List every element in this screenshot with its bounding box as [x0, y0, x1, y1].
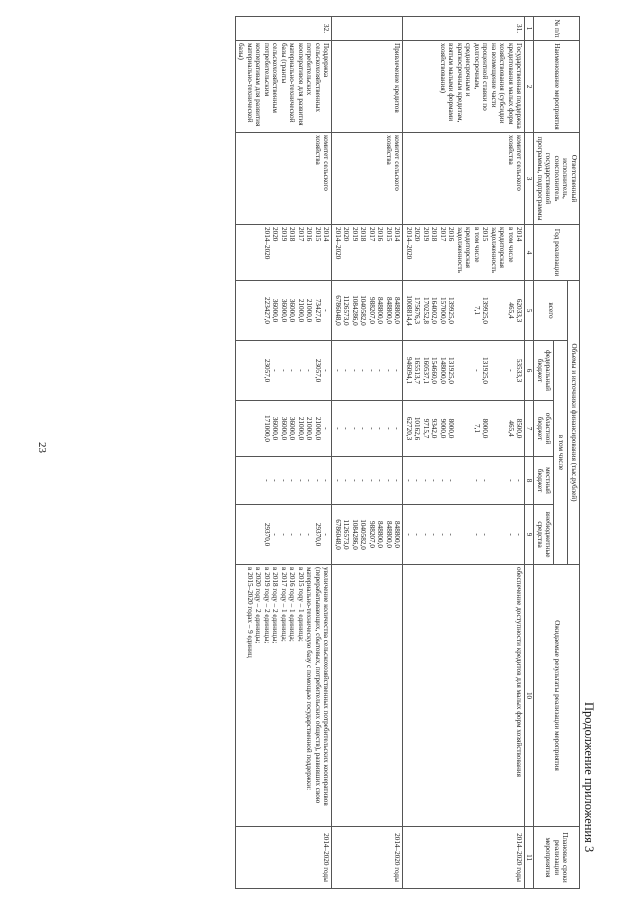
program-table — [235, 16, 580, 889]
regional-budget: - 21000,0 21000,0 21000,0 36000,0 36000,0 36000,0 171000,0 — [236, 401, 333, 457]
event-name: Государственная поддержка кредитования малых форм хозяйствования (субсидии на возмещение части процентной ставки по долгосрочным, среднесрочным и краткосрочным кредитам, взятым малыми формами хозяйствования) — [403, 41, 525, 133]
header-period: Плановые сроки реализации мероприятия — [534, 827, 580, 889]
total: - 73427,0 21000,0 21000,0 36000,0 36000,0 36000,0 223427,0 — [236, 281, 333, 341]
col-number: 1 — [525, 17, 534, 41]
header-executor: Ответственный исполнитель, соисполнитель государственной программы, подпрограммы — [534, 133, 580, 225]
executor: комитет сельского хозяйства — [236, 133, 333, 225]
years: 2014 2015 2016 2017 2018 2019 2020 2014–2020 — [236, 225, 333, 281]
executor: комитет сельского хозяйства — [332, 133, 403, 225]
header-regional: областной бюджет — [534, 401, 554, 457]
local-budget: - - - - - - - - - - — [403, 457, 525, 505]
event-name: Поддержка сельскохозяйственных потребительских кооперативов для развития материально-технической базы (гранты сельскохозяйственным потребительским кооперативам для развития материально-технической базы) — [236, 41, 333, 133]
col-number: 9 — [525, 505, 534, 565]
table-row — [332, 17, 403, 889]
period: 2014–2020 годы — [236, 827, 333, 889]
header-num: № п/п — [534, 17, 580, 41]
col-number: 7 — [525, 401, 534, 457]
federal-budget: 53533,3 - 131925,0 - 131925,0 148000,0 154660,0 160537,1 165513,7 946094,1 — [403, 341, 525, 401]
table-body — [236, 17, 526, 889]
table-row — [403, 17, 525, 889]
row-number — [332, 17, 403, 41]
header-year: Год реализации — [534, 225, 580, 281]
row-number: 32. — [236, 17, 333, 41]
expected-result: обеспечение доступности кредитов для малых форм хозяйствования — [403, 565, 525, 827]
header-funding-group: Объемы и источники финансирования (тыс.рублей) — [568, 281, 580, 565]
total: 848800,0 848800,0 848800,0 988207,0 1040582,0 1084286,0 1126573,0 6786048,0 — [332, 281, 403, 341]
federal-budget: - 23057,0 - - - - - 23057,0 — [236, 341, 333, 401]
column-numbers-row — [525, 17, 534, 889]
extrabudget: 848800,0 848800,0 848800,0 988207,0 1040582,0 1084286,0 1126573,0 6786048,0 — [332, 505, 403, 565]
col-number: 4 — [525, 225, 534, 281]
page-number: 23 — [36, 442, 48, 453]
col-number: 8 — [525, 457, 534, 505]
extrabudget: - 29370,0 - - - - - 29370,0 — [236, 505, 333, 565]
years: 2014 в том числе кредиторская задолженность 2015 в том числе кредиторская задолженность 2016 2017 2018 2019 2020 2014–2020 — [403, 225, 525, 281]
local-budget: - - - - - - - - — [236, 457, 333, 505]
total: 62033,3 465,4 139925,0 7,1 139925,0 157000,0 164002,0 170252,8 175676,3 1008814,4 — [403, 281, 525, 341]
expected-result — [332, 565, 403, 827]
years: 2014 2015 2016 2017 2018 2019 2020 2014–2020 — [332, 225, 403, 281]
header-name: Наименование мероприятия — [534, 41, 580, 133]
col-number: 5 — [525, 281, 534, 341]
header-including: в том числе — [554, 341, 568, 565]
extrabudget: - - - - - - - - - - — [403, 505, 525, 565]
header-local: местный бюджет — [534, 457, 554, 505]
period: 2014–2020 годы — [403, 827, 525, 889]
header-results: Ожидаемые результаты реализации мероприятия — [534, 565, 580, 827]
event-name: Привлечение кредитов — [332, 41, 403, 133]
col-number: 11 — [525, 827, 534, 889]
expected-result: увеличение количества сельскохозяйственных потребительских кооперативов (перерабатывающих, сбытовых, потребительских обществ), развивших свою материально-техническую базу с помощью государственной поддержки: в 2015 году – 1 единица; в 2016 году – 1 единица; в 2017 году – 1 единица; в 2018 году – 2 единицы; в 2019 году – 2 единицы; в 2020 году – 2 единицы; в 2015–2020 годах – 9 единиц — [236, 565, 333, 827]
executor: комитет сельского хозяйства — [403, 133, 525, 225]
table-row — [236, 17, 333, 889]
col-number: 10 — [525, 565, 534, 827]
col-number: 3 — [525, 133, 534, 225]
local-budget: - - - - - - - - — [332, 457, 403, 505]
header-total: всего — [534, 281, 568, 341]
regional-budget: - - - - - - - - — [332, 401, 403, 457]
header-federal: федеральный бюджет — [534, 341, 554, 401]
header-extrabudget: внебюджетные средства — [534, 505, 554, 565]
continuation-title: Продолжение приложения 3 — [582, 702, 596, 853]
col-number: 6 — [525, 341, 534, 401]
period: 2014–2020 годы — [332, 827, 403, 889]
regional-budget: 8500,0 465,4 8000,0 7,1 8000,0 9000,0 9342,0 9715,7 10162,6 62720,3 — [403, 401, 525, 457]
row-number: 31. — [403, 17, 525, 41]
col-number: 2 — [525, 41, 534, 133]
federal-budget: - - - - - - - - — [332, 341, 403, 401]
rotated-page — [122, 12, 600, 892]
